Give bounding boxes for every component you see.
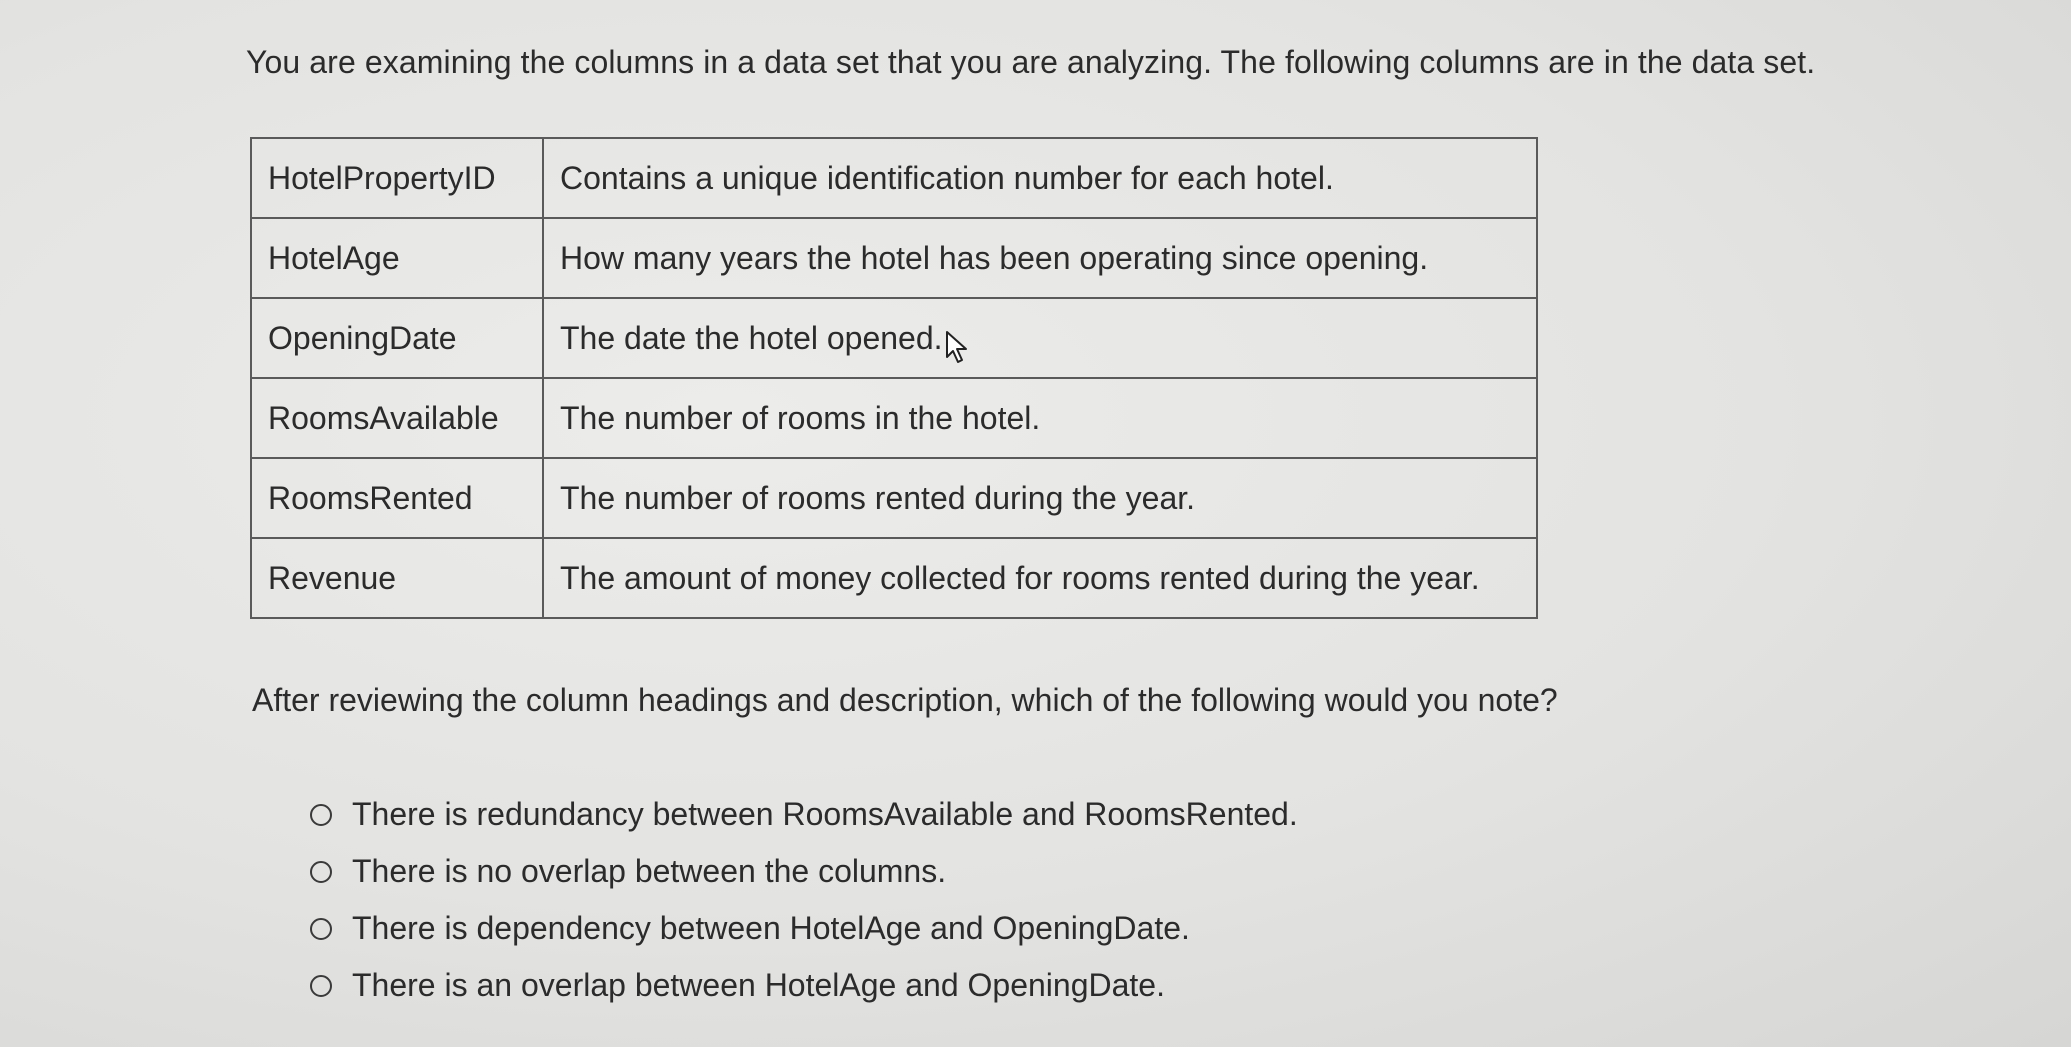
radio-unselected-icon[interactable] <box>310 918 332 940</box>
column-name-cell: HotelAge <box>251 218 543 298</box>
columns-table <box>250 137 1538 619</box>
table-row <box>251 298 1537 378</box>
radio-unselected-icon[interactable] <box>310 861 332 883</box>
table-row <box>251 458 1537 538</box>
column-name-cell: OpeningDate <box>251 298 543 378</box>
column-description-cell: The number of rooms rented during the year. <box>543 458 1537 538</box>
column-description-cell: The number of rooms in the hotel. <box>543 378 1537 458</box>
column-name-cell: RoomsAvailable <box>251 378 543 458</box>
column-name-cell: RoomsRented <box>251 458 543 538</box>
question-intro: You are examining the columns in a data set that you are analyzing. The following columns are in the data set. <box>246 44 1816 80</box>
answer-option-label[interactable]: There is redundancy between RoomsAvailable and RoomsRented. <box>352 796 1298 832</box>
mouse-pointer-icon <box>944 330 974 366</box>
column-description-cell: The date the hotel opened. <box>543 298 1537 378</box>
column-description-cell: The amount of money collected for rooms rented during the year. <box>543 538 1537 618</box>
answer-option-label[interactable]: There is no overlap between the columns. <box>352 853 947 889</box>
answer-option[interactable] <box>310 786 1298 843</box>
radio-unselected-icon[interactable] <box>310 804 332 826</box>
answer-option[interactable] <box>310 900 1298 957</box>
table-row <box>251 538 1537 618</box>
table-row <box>251 218 1537 298</box>
column-name-cell: HotelPropertyID <box>251 138 543 218</box>
radio-unselected-icon[interactable] <box>310 975 332 997</box>
column-description-cell: How many years the hotel has been operating since opening. <box>543 218 1537 298</box>
table-row <box>251 138 1537 218</box>
answer-options <box>310 786 1298 1014</box>
column-name-cell: Revenue <box>251 538 543 618</box>
answer-option[interactable] <box>310 843 1298 900</box>
answer-option-label[interactable]: There is dependency between HotelAge and OpeningDate. <box>352 910 1190 946</box>
column-description-cell: Contains a unique identification number for each hotel. <box>543 138 1537 218</box>
question-prompt: After reviewing the column headings and description, which of the following would you note? <box>252 682 1558 718</box>
answer-option-label[interactable]: There is an overlap between HotelAge and OpeningDate. <box>352 967 1165 1003</box>
answer-option[interactable] <box>310 957 1298 1014</box>
table-row <box>251 378 1537 458</box>
